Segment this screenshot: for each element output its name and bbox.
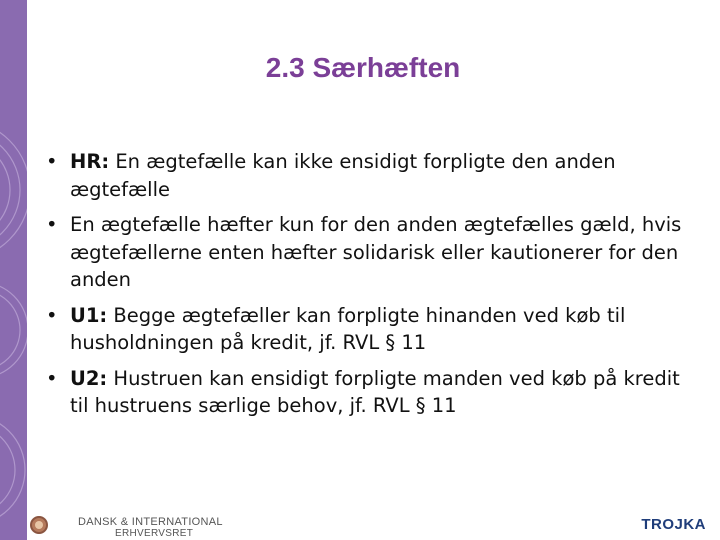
slide-title: 2.3 Særhæften [265,52,461,83]
university-seal-icon [30,516,48,534]
bullet-lead: U1: [70,303,108,327]
bullet-item [46,365,696,420]
bullet-item [46,211,696,294]
bullet-text: En ægtefælle hæfter kun for den anden ægtefælles gæld, hvis ægtefællerne enten hæfter solidarisk eller kautionerer for den anden [70,213,682,291]
bullet-text: Begge ægtefæller kan forpligte hinanden ved køb til husholdningen på kredit, jf. RVL § 11 [70,303,626,354]
bullet-dot: • [46,303,58,327]
bullet-lead: HR: [70,150,110,173]
bullet-list [46,148,696,428]
bullet-text: En ægtefælle kan ikke ensidigt forpligte den anden ægtefælle [70,150,616,201]
bullet-item [46,302,696,357]
bullet-item [46,148,696,203]
bullet-dot: • [46,150,58,173]
org-name-line1: DANSK & INTERNATIONAL [78,516,223,528]
org-name-line2: ERHVERVSRET [115,528,194,539]
bullet-text: Hustruen kan ensidigt forpligte manden ved køb på kredit til hustruens særlige behov, jf. RVL § 11 [70,366,680,417]
bullet-dot: • [46,213,58,236]
brand-logo: TROJKA [641,516,706,533]
bullet-lead: U2: [70,366,108,390]
bullet-dot: • [46,366,58,390]
footer-org [28,510,268,540]
